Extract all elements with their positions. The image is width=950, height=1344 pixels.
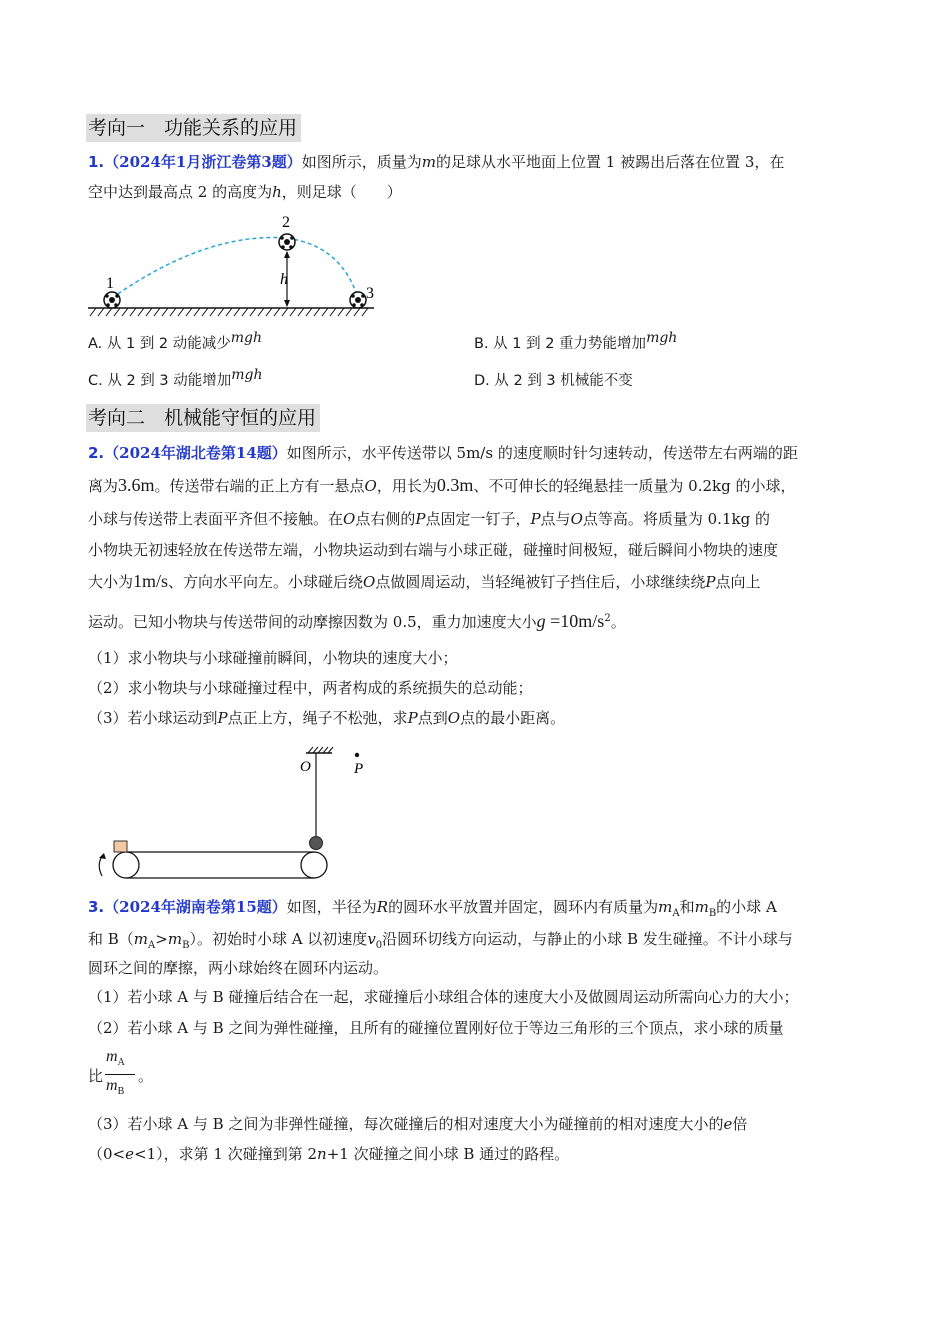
q3-sub-0: 0	[375, 940, 383, 951]
q2-var-O: O	[570, 510, 583, 528]
q2-text: 点正上方，绳子不松弛，求	[227, 709, 408, 727]
q3-subquestion-3-cont	[88, 1143, 569, 1165]
option-a-label: A. 从 1 到 2 动能减少	[88, 336, 231, 352]
nail-point	[355, 753, 359, 757]
q3-text: <1），求第 1 次碰撞到第 2	[134, 1145, 318, 1163]
q2-gravity-exponent: 2	[604, 613, 611, 624]
trajectory-curve	[112, 238, 358, 299]
q2-subquestion-2: （2）求小物块与小球碰撞过程中，两者构成的系统损失的总动能；	[88, 679, 533, 697]
q3-ratio-end: 。	[138, 1067, 154, 1085]
q2-var-P: P	[415, 510, 426, 528]
q2-gravity-value: =10m/s	[545, 611, 605, 631]
q2-figure-conveyor-pendulum	[86, 740, 364, 885]
q3-number: 3.	[88, 898, 105, 916]
q3-var-mA: m	[658, 898, 673, 916]
q3-subquestion-2: （2）若小球 A 与 B 之间为弹性碰撞，且所有的碰撞位置刚好位于等边三角形的三个顶点，求小球的质量	[88, 1019, 784, 1037]
point-label-O: O	[300, 759, 311, 775]
q2-text: 点右侧的	[355, 510, 416, 528]
q3-text: （0<	[88, 1145, 126, 1163]
frac-den-sub: B	[117, 1086, 125, 1098]
small-block	[114, 841, 127, 852]
q2-text: 点等高。将质量为 0.1kg 的	[582, 510, 770, 528]
q3-var-R: R	[376, 898, 389, 916]
q1-var-m: m	[421, 153, 437, 171]
q2-text: 点到	[417, 709, 448, 727]
q2-line-2	[88, 474, 795, 497]
q1-number: 1.	[88, 153, 105, 171]
q2-text: 、方向水平向左。小球碰后绕	[168, 573, 364, 591]
q1-source: （2024年1月浙江卷第3题）	[104, 153, 302, 171]
option-c-label: C. 从 2 到 3 动能增加	[88, 373, 232, 389]
q2-text: （3）若小球运动到	[88, 709, 218, 727]
q2-line-4: 小物块无初速轻放在传送带左端，小物块运动到右端与小球正碰，碰撞时间极短，碰后瞬间小物块的速度	[88, 541, 779, 559]
q3-var-e: e	[125, 1145, 135, 1163]
q2-text: 小球与传送带上表面平齐但不接触。在	[88, 510, 344, 528]
q2-text: ，用长为	[376, 477, 437, 495]
q2-line-5	[88, 570, 760, 593]
q3-sub-A: A	[148, 940, 156, 951]
q2-line-1	[88, 442, 798, 464]
option-d-label: D. 从 2 到 3 机械能不变	[474, 373, 633, 389]
q2-number: 2.	[88, 444, 105, 462]
section-heading-1: 考向一 功能关系的应用	[86, 114, 301, 142]
q3-text: 沿圆环切线方向运动，与静止的小球 B 发生碰撞。不计小球与	[382, 930, 793, 948]
mass-ratio-denominator	[106, 1077, 124, 1097]
q3-text: 倍	[732, 1115, 748, 1133]
pendulum-ball	[310, 837, 323, 850]
q2-text: 。	[610, 613, 626, 631]
fraction-bar	[105, 1074, 135, 1075]
q3-var-mB: m	[694, 898, 709, 916]
q2-text: 点向上	[715, 573, 761, 591]
frac-den-m: m	[106, 1077, 118, 1094]
q1-option-c[interactable]	[88, 367, 263, 392]
q3-text: ）。初始时小球 A 以初速度	[189, 930, 368, 948]
option-b-math: mgh	[646, 330, 678, 346]
q3-text: 和 B（	[88, 930, 134, 948]
position-label-3: 3	[366, 285, 374, 302]
q3-subquestion-1: （1）若小球 A 与 B 碰撞后结合在一起，求碰撞后小球组合体的速度大小及做圆周运动所需向心力的大小；	[88, 988, 799, 1006]
q2-var-O: O	[447, 709, 461, 727]
q1-text: ，则足球（ ）	[281, 183, 402, 201]
position-label-1: 1	[106, 275, 114, 292]
q3-var-n: n	[317, 1145, 327, 1163]
q3-line-3: 圆环之间的摩擦，两小球始终在圆环内运动。	[88, 959, 389, 977]
q2-text: 离为	[88, 477, 119, 495]
q1-option-b[interactable]	[474, 330, 678, 355]
football-icon	[104, 292, 120, 308]
q3-sub-A: A	[672, 908, 680, 919]
q2-subquestion-1: （1）求小物块与小球碰撞前瞬间，小物块的速度大小；	[88, 649, 458, 667]
q1-option-d[interactable]	[474, 370, 633, 392]
q2-text: 点固定一钉子，	[425, 510, 531, 528]
q2-text: 点的最小距离。	[460, 709, 566, 727]
q3-text: 的小球 A	[716, 898, 777, 916]
q2-line-6	[88, 608, 626, 633]
q3-text: 的圆环水平放置并固定，圆环内有质量为	[388, 898, 659, 916]
option-c-math: mgh	[231, 367, 263, 383]
arrow-head-up	[284, 251, 290, 258]
q2-text: 点与	[540, 510, 571, 528]
q2-source: （2024年湖北卷第14题）	[104, 444, 287, 462]
q1-var-h: h	[272, 183, 282, 201]
section-heading-2: 考向二 机械能守恒的应用	[86, 404, 320, 432]
frac-num-sub: A	[117, 1057, 125, 1069]
q3-var-e: e	[723, 1115, 733, 1133]
rotation-arrow-head	[99, 853, 106, 859]
ground-hatch	[90, 308, 368, 316]
q3-var-mB: m	[167, 930, 183, 948]
q1-option-a[interactable]	[88, 330, 263, 355]
q3-sub-B: B	[182, 940, 190, 951]
q2-var-O: O	[363, 573, 376, 591]
q2-var-P: P	[407, 709, 418, 727]
football-icon	[279, 234, 295, 250]
mass-ratio-numerator	[106, 1048, 125, 1068]
q3-line-2	[88, 928, 793, 957]
q1-text: 的足球从水平地面上位置 1 被踢出后落在位置 3，在	[436, 153, 785, 171]
q3-ratio-label: 比	[88, 1067, 104, 1085]
football-icon	[350, 292, 366, 308]
q3-text: （3）若小球 A 与 B 之间为非弹性碰撞，每次碰撞后的相对速度大小为碰撞前的相对速度大小的	[88, 1115, 724, 1133]
q3-text: +1 次碰撞之间小球 B 通过的路程。	[326, 1145, 570, 1163]
left-pulley	[113, 852, 139, 878]
point-label-P: P	[354, 761, 364, 777]
q2-text: 、不可伸长的轻绳悬挂一质量为 0.2kg 的小球，	[473, 477, 796, 495]
q3-text: 和	[679, 898, 695, 916]
q2-text: 运动。已知小物块与传送带间的动摩擦因数为 0.5，重力加速度大小	[88, 613, 537, 631]
q3-var-mA: m	[133, 930, 149, 948]
arrow-head-down	[284, 300, 290, 307]
option-a-math: mgh	[230, 330, 263, 346]
q2-text: 大小为	[88, 573, 134, 591]
q3-text: 如图，半径为	[286, 898, 377, 916]
q2-var-g: g	[536, 611, 546, 631]
position-label-2: 2	[282, 214, 290, 231]
q1-text: 如图所示，质量为	[301, 153, 422, 171]
height-label: h	[280, 271, 288, 288]
frac-num-m: m	[106, 1048, 118, 1065]
q2-text: 。传送带右端的正上方有一悬点	[154, 477, 365, 495]
q2-var-P: P	[530, 510, 541, 528]
q1-text: 空中达到最高点 2 的高度为	[88, 183, 273, 201]
q2-text: 如图所示，水平传送带以 5m/s 的速度顺时针匀速转动，传送带左右两端的距	[286, 444, 798, 462]
q3-compare: >	[155, 930, 168, 948]
q2-subquestion-3	[88, 707, 565, 729]
q1-line-2	[88, 181, 402, 203]
q2-belt-length: 3.6m	[118, 475, 155, 495]
q2-var-P: P	[217, 709, 228, 727]
q2-line-3	[88, 508, 770, 530]
q3-source: （2024年湖南卷第15题）	[104, 898, 287, 916]
q1-figure-football-trajectory	[86, 210, 386, 322]
q2-rope-length: 0.3m	[436, 475, 474, 495]
q2-velocity: 1m/s	[133, 571, 169, 591]
q3-sub-B: B	[708, 908, 717, 919]
q3-line-1	[88, 896, 777, 925]
q2-var-O: O	[364, 477, 377, 495]
q3-subquestion-3	[88, 1113, 747, 1135]
right-pulley	[301, 852, 327, 878]
q3-var-v: v	[367, 930, 376, 948]
q2-var-O: O	[343, 510, 356, 528]
q2-text: 点做圆周运动，当轻绳被钉子挡住后，小球继续绕	[375, 573, 706, 591]
q1-line-1	[88, 151, 784, 173]
ceiling-hatch	[308, 747, 333, 753]
option-b-label: B. 从 1 到 2 重力势能增加	[474, 336, 647, 352]
q2-var-P: P	[705, 573, 716, 591]
